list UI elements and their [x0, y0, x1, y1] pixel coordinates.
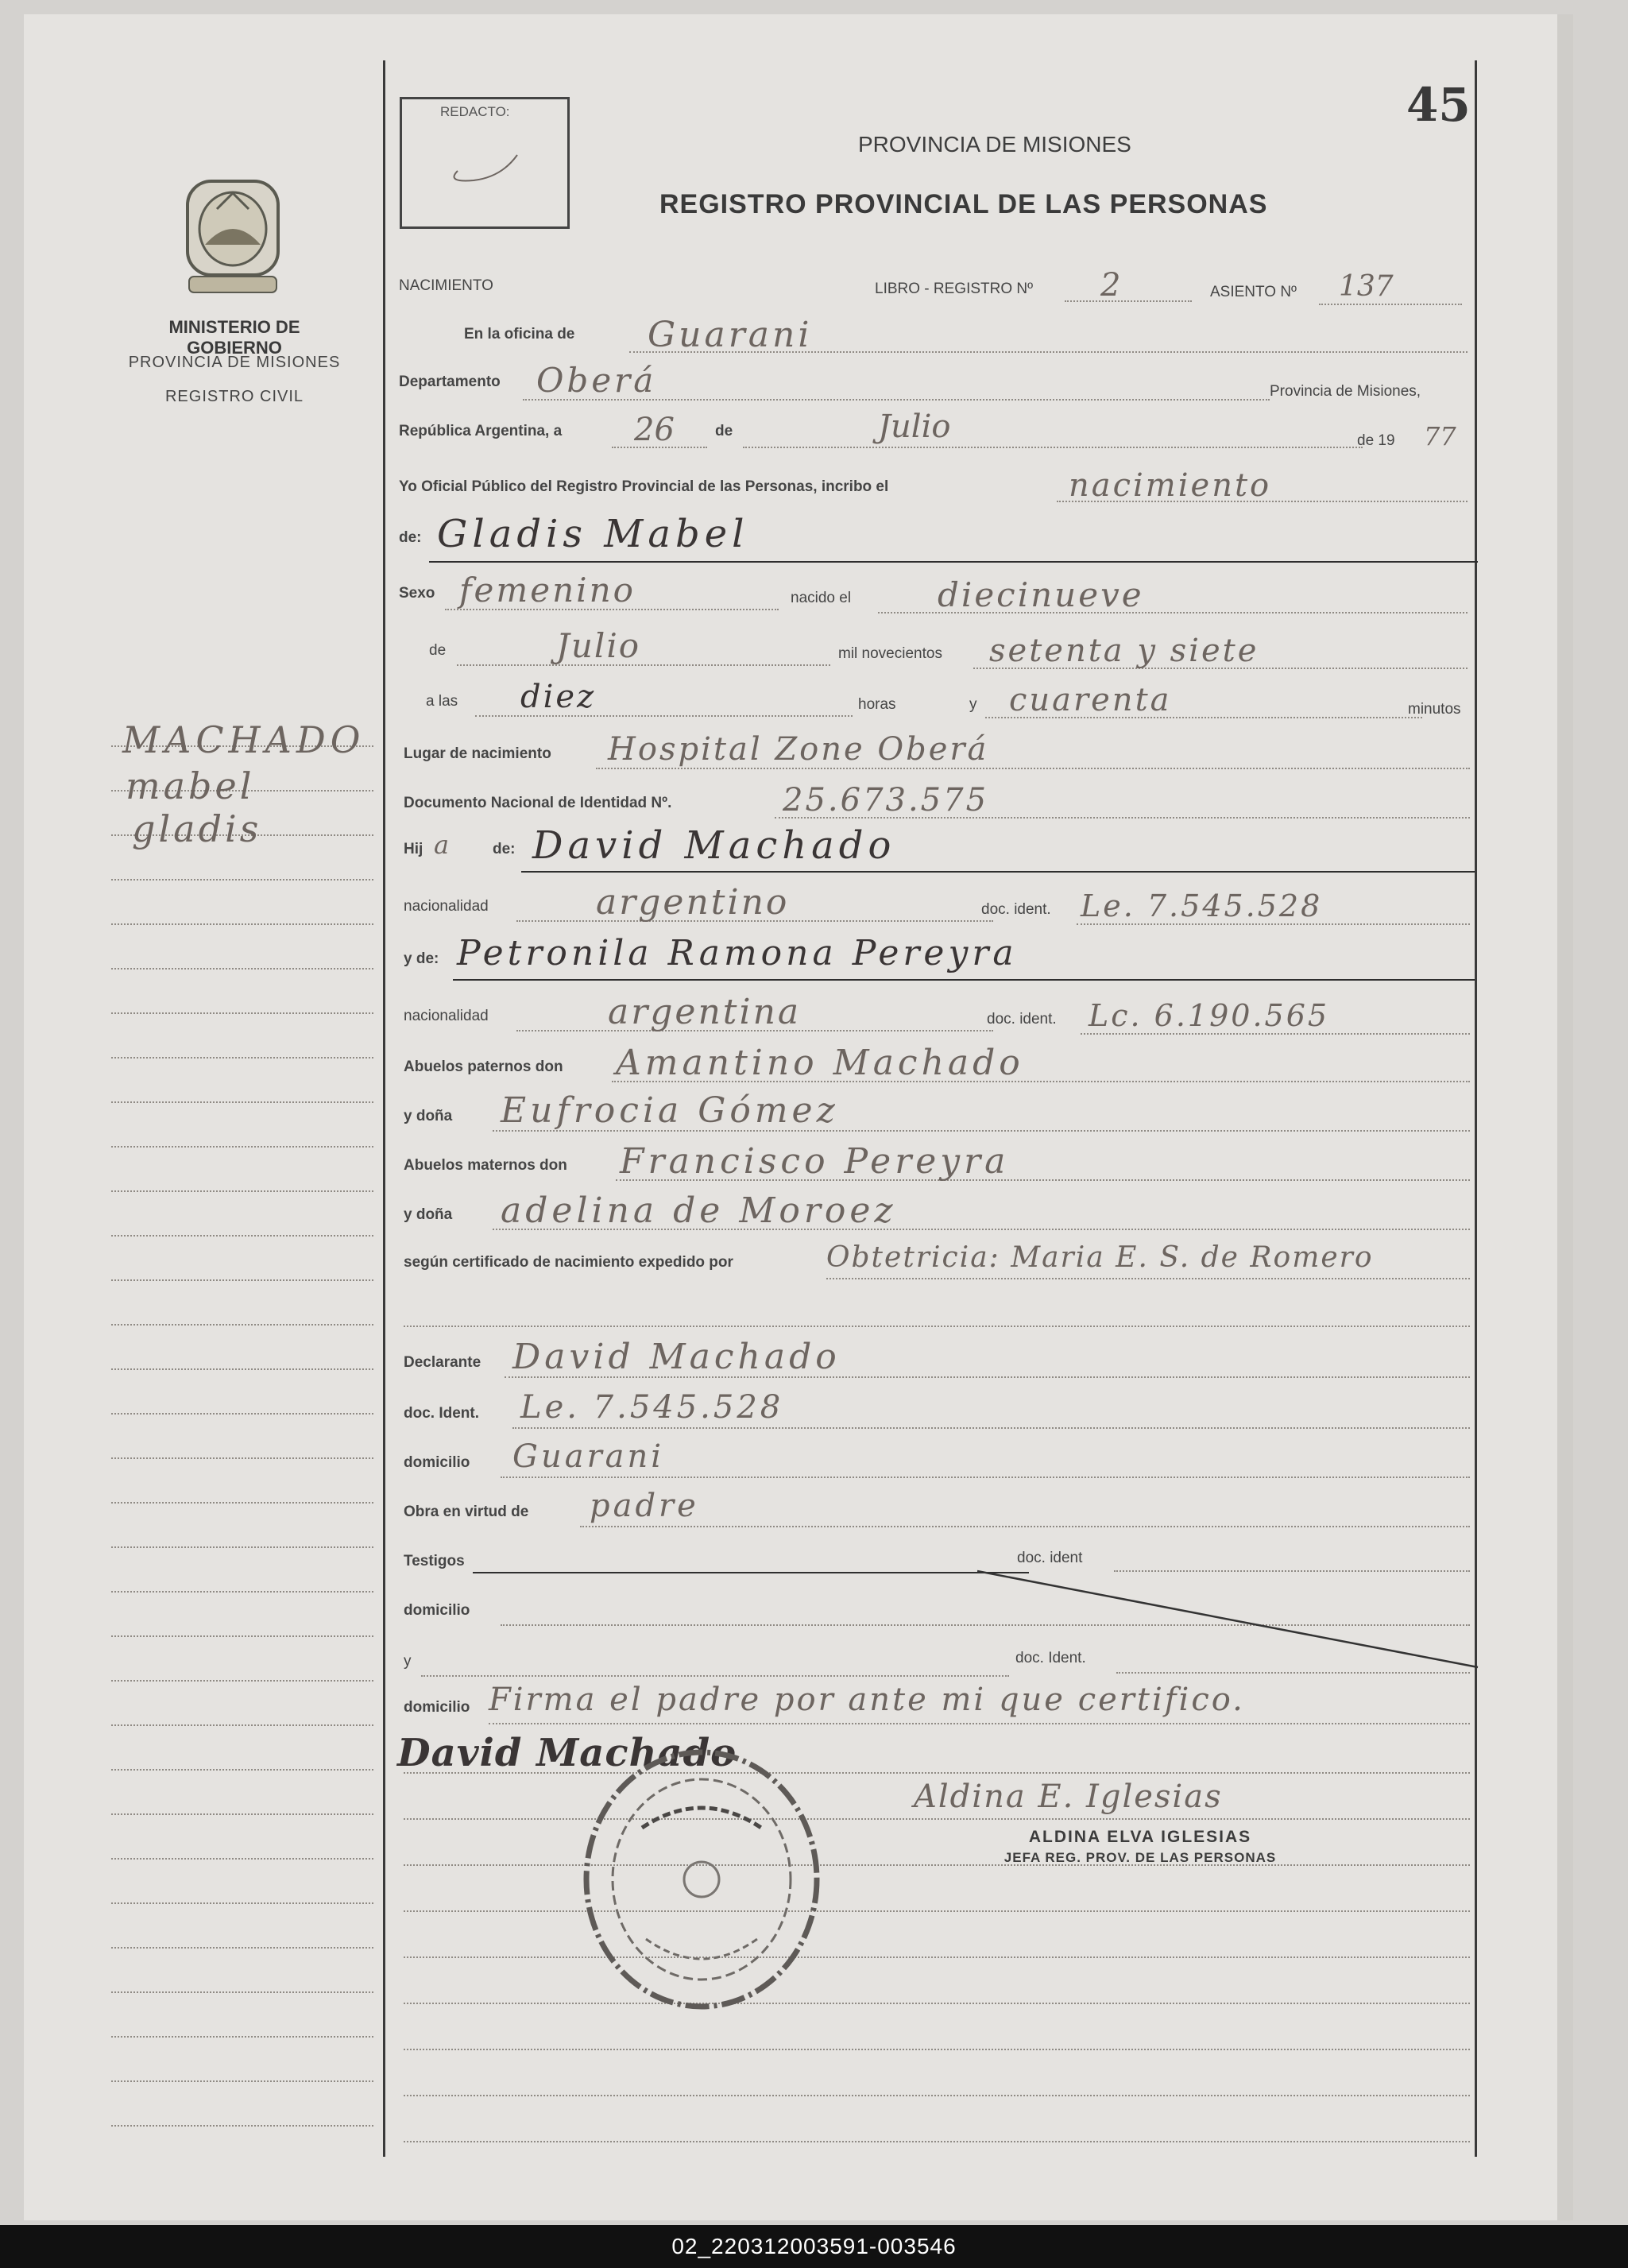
- label-obra: Obra en virtud de: [404, 1504, 529, 1520]
- ministry-registry: REGISTRO CIVIL: [164, 388, 304, 405]
- label-mil: mil novecientos: [838, 645, 942, 662]
- label-oficina: En la oficina de: [464, 326, 575, 343]
- label-de-padre: de:: [493, 841, 516, 857]
- dots-domicilio: [501, 1477, 1470, 1478]
- label-doc-ident1: doc. ident.: [981, 901, 1051, 918]
- margin-dotted-line: [111, 1101, 373, 1103]
- dots-certificado-2: [404, 1326, 1470, 1327]
- margin-dotted-line: [111, 1858, 373, 1860]
- redacto-label: REDACTO:: [440, 104, 510, 119]
- value-madre-doc: Lc. 6.190.565: [1089, 998, 1330, 1033]
- value-departamento: Oberá: [536, 361, 657, 400]
- father-underline: [521, 871, 1475, 873]
- label-doc-ident3: doc. Ident.: [404, 1405, 479, 1422]
- value-obra: padre: [590, 1488, 699, 1524]
- label-y-dona1: y doña: [404, 1108, 453, 1124]
- value-mes: Julio: [878, 408, 951, 445]
- dots-padre-doc: [1077, 923, 1470, 925]
- label-y-de: y de:: [404, 950, 439, 967]
- signature-official: Aldina E. Iglesias: [914, 1778, 1223, 1815]
- label-y-dona2: y doña: [404, 1206, 453, 1223]
- value-inscribe: nacimiento: [1069, 467, 1272, 504]
- label-oficial: Yo Oficial Público del Registro Provincial de las Personas, incribo el: [399, 478, 889, 495]
- margin-dotted-line: [111, 1635, 373, 1637]
- margin-note-name-1: mabel: [126, 764, 255, 807]
- label-abuelos-mat: Abuelos maternos don: [404, 1157, 567, 1174]
- margin-dotted-line: [111, 2036, 373, 2038]
- dots-hora: [475, 715, 853, 717]
- header-title: REGISTRO PROVINCIAL DE LAS PERSONAS: [659, 189, 1268, 219]
- margin-dotted-line: [111, 1591, 373, 1593]
- page-number: 45: [1406, 78, 1471, 132]
- margin-note-name-2: gladis: [132, 807, 262, 850]
- margin-dotted-line: [111, 2125, 373, 2127]
- page-edge: [1557, 14, 1573, 2220]
- value-minutos: cuarenta: [1009, 682, 1172, 718]
- dots-asiento: [1319, 304, 1462, 305]
- ministry-name: MINISTERIO DE GOBIERNO: [168, 317, 300, 358]
- value-nacido-mes: Julio: [556, 626, 641, 665]
- margin-dotted-line: [111, 1190, 373, 1192]
- margin-dotted-line: [111, 2080, 373, 2082]
- value-dia: 26: [634, 412, 675, 448]
- margin-dotted-line: [111, 1947, 373, 1949]
- value-abuela-mat: adelina de Moroez: [501, 1190, 897, 1231]
- label-declarante: Declarante: [404, 1354, 481, 1371]
- dots-cierre: [489, 1723, 1470, 1724]
- label-departamento: Departamento: [399, 373, 501, 390]
- value-hora: diez: [520, 679, 597, 715]
- margin-dotted-line: [111, 923, 373, 925]
- label-de-anio: de 19: [1357, 432, 1395, 449]
- signature-dotted-line: [404, 1956, 1470, 1958]
- margin-dotted-line: [111, 1235, 373, 1237]
- name-underline: [429, 561, 1478, 563]
- dots-lugar: [596, 768, 1470, 769]
- label-domicilio2: domicilio: [404, 1602, 470, 1619]
- value-anio: 77: [1424, 421, 1456, 451]
- value-lugar: Hospital Zone Oberá: [608, 731, 989, 768]
- value-oficina: Guarani: [648, 315, 813, 355]
- left-margin-rule: [383, 60, 385, 2157]
- label-horas: horas: [858, 696, 896, 713]
- label-nacido: nacido el: [791, 590, 852, 606]
- official-stamp-name: ALDINA ELVA IGLESIAS: [1028, 1828, 1252, 1846]
- official-round-seal: [570, 1740, 841, 2011]
- label-segun: según certificado de nacimiento expedido por: [404, 1254, 733, 1271]
- value-hijo-sufijo: a: [434, 830, 450, 860]
- label-de: de: [715, 423, 733, 439]
- dots-madre-doc: [1081, 1033, 1470, 1035]
- redacto-box: [400, 97, 570, 229]
- margin-dotted-line: [111, 1813, 373, 1815]
- signature-dotted-line: [404, 1818, 1470, 1820]
- header-province: PROVINCIA DE MISIONES: [858, 132, 1131, 157]
- label-republica: República Argentina, a: [399, 423, 563, 439]
- label-domicilio3: domicilio: [404, 1699, 470, 1716]
- document-page: [24, 14, 1573, 2220]
- signature-dotted-line: [404, 2049, 1470, 2050]
- label-hijo: Hij: [404, 841, 423, 857]
- value-nacido-dia: diecinueve: [938, 575, 1144, 614]
- label-minutos: minutos: [1408, 701, 1461, 718]
- margin-dotted-line: [111, 1279, 373, 1281]
- margin-dotted-line: [111, 1057, 373, 1059]
- value-padre: David Machado: [532, 823, 896, 868]
- value-padre-doc: Le. 7.545.528: [1081, 888, 1323, 923]
- label-doc-ident4: doc. ident: [1017, 1550, 1083, 1566]
- margin-dotted-line: [111, 1457, 373, 1459]
- signature-dotted-line: [404, 1910, 1470, 1912]
- margin-dotted-line: [111, 1146, 373, 1148]
- label-doc-ident2: doc. ident.: [987, 1011, 1057, 1028]
- margin-dotted-line: [111, 1769, 373, 1771]
- value-nombre: Gladis Mabel: [437, 512, 749, 556]
- margin-dotted-line: [111, 1502, 373, 1504]
- label-de-nombre: de:: [399, 529, 422, 546]
- value-domicilio: Guarani: [512, 1438, 665, 1475]
- label-nacimiento: NACIMIENTO: [399, 277, 493, 294]
- label-testigos: Testigos: [404, 1553, 465, 1569]
- dots-certificado: [826, 1278, 1470, 1279]
- image-footer-id: 02_220312003591-003546: [0, 2225, 1628, 2268]
- province-emblem: [173, 165, 292, 300]
- right-margin-rule: [1475, 60, 1477, 2157]
- value-libro: 2: [1100, 267, 1121, 304]
- dots-libro: [1065, 300, 1192, 302]
- value-nacido-anio: setenta y siete: [989, 633, 1259, 669]
- signature-dotted-line: [404, 2095, 1470, 2096]
- official-stamp-title: JEFA REG. PROV. DE LAS PERSONAS: [1003, 1850, 1277, 1865]
- margin-dotted-line: [111, 1546, 373, 1548]
- label-nacionalidad2: nacionalidad: [404, 1008, 489, 1024]
- margin-dotted-line: [111, 1724, 373, 1726]
- value-abuelo-mat: Francisco Pereyra: [620, 1141, 1010, 1182]
- redacto-scribble: [442, 139, 537, 203]
- value-abuelo-pat: Amantino Machado: [616, 1043, 1024, 1083]
- value-abuela-pat: Eufrocia Gómez: [501, 1090, 839, 1131]
- cancel-line: [977, 1568, 1486, 1679]
- value-documento: 25.673.575: [783, 782, 989, 819]
- label-y: y: [969, 696, 977, 713]
- margin-dotted-line: [111, 1902, 373, 1904]
- margin-dotted-line: [111, 879, 373, 880]
- signature-dotted-line: [404, 2003, 1470, 2004]
- margin-dotted-line: [111, 1012, 373, 1014]
- margin-dotted-line: [111, 968, 373, 970]
- label-abuelos-pat: Abuelos paternos don: [404, 1059, 563, 1075]
- value-padre-nac: argentino: [596, 882, 790, 923]
- value-madre: Petronila Ramona Pereyra: [457, 933, 1018, 973]
- value-sexo: femenino: [459, 571, 636, 610]
- margin-note-surname: MACHADO: [122, 718, 365, 761]
- label-doc-ident5: doc. Ident.: [1015, 1650, 1086, 1666]
- label-de2: de: [429, 642, 447, 659]
- label-lugar: Lugar de nacimiento: [404, 745, 551, 762]
- label-nacionalidad1: nacionalidad: [404, 898, 489, 915]
- label-domicilio1: domicilio: [404, 1454, 470, 1471]
- dots-mes: [743, 447, 1363, 448]
- margin-dotted-line: [111, 1324, 373, 1326]
- testigos-line: [473, 1572, 1029, 1573]
- label-asiento: ASIENTO Nº: [1210, 284, 1297, 300]
- dots-nacido-mes: [457, 664, 830, 666]
- value-declarante-doc: Le. 7.545.528: [520, 1389, 784, 1426]
- signature-father: David Machado: [397, 1731, 737, 1775]
- signature-dotted-line: [404, 2141, 1470, 2142]
- value-declarante: David Machado: [512, 1337, 841, 1377]
- margin-dotted-line: [111, 1680, 373, 1682]
- value-certificado: Obtetricia: Maria E. S. de Romero: [826, 1241, 1374, 1274]
- label-y2: y: [404, 1653, 412, 1670]
- label-a-las: a las: [426, 693, 458, 710]
- dots-declarante-doc: [512, 1427, 1470, 1429]
- margin-dotted-line: [111, 1413, 373, 1415]
- dots-obra: [580, 1526, 1470, 1527]
- value-madre-nac: argentina: [608, 992, 802, 1032]
- label-documento: Documento Nacional de Identidad Nº.: [404, 795, 672, 811]
- label-sexo: Sexo: [399, 585, 435, 602]
- dots-testigo2: [421, 1675, 1009, 1677]
- value-asiento: 137: [1339, 270, 1394, 303]
- value-cierre: Firma el padre por ante mi que certifico.: [489, 1682, 1245, 1718]
- margin-dotted-line: [111, 1991, 373, 1993]
- margin-dotted-line: [111, 1368, 373, 1370]
- label-provincia: Provincia de Misiones,: [1270, 383, 1421, 400]
- ministry-province: PROVINCIA DE MISIONES: [128, 354, 341, 371]
- mother-underline: [453, 979, 1475, 981]
- label-libro: LIBRO - REGISTRO Nº: [875, 281, 1034, 297]
